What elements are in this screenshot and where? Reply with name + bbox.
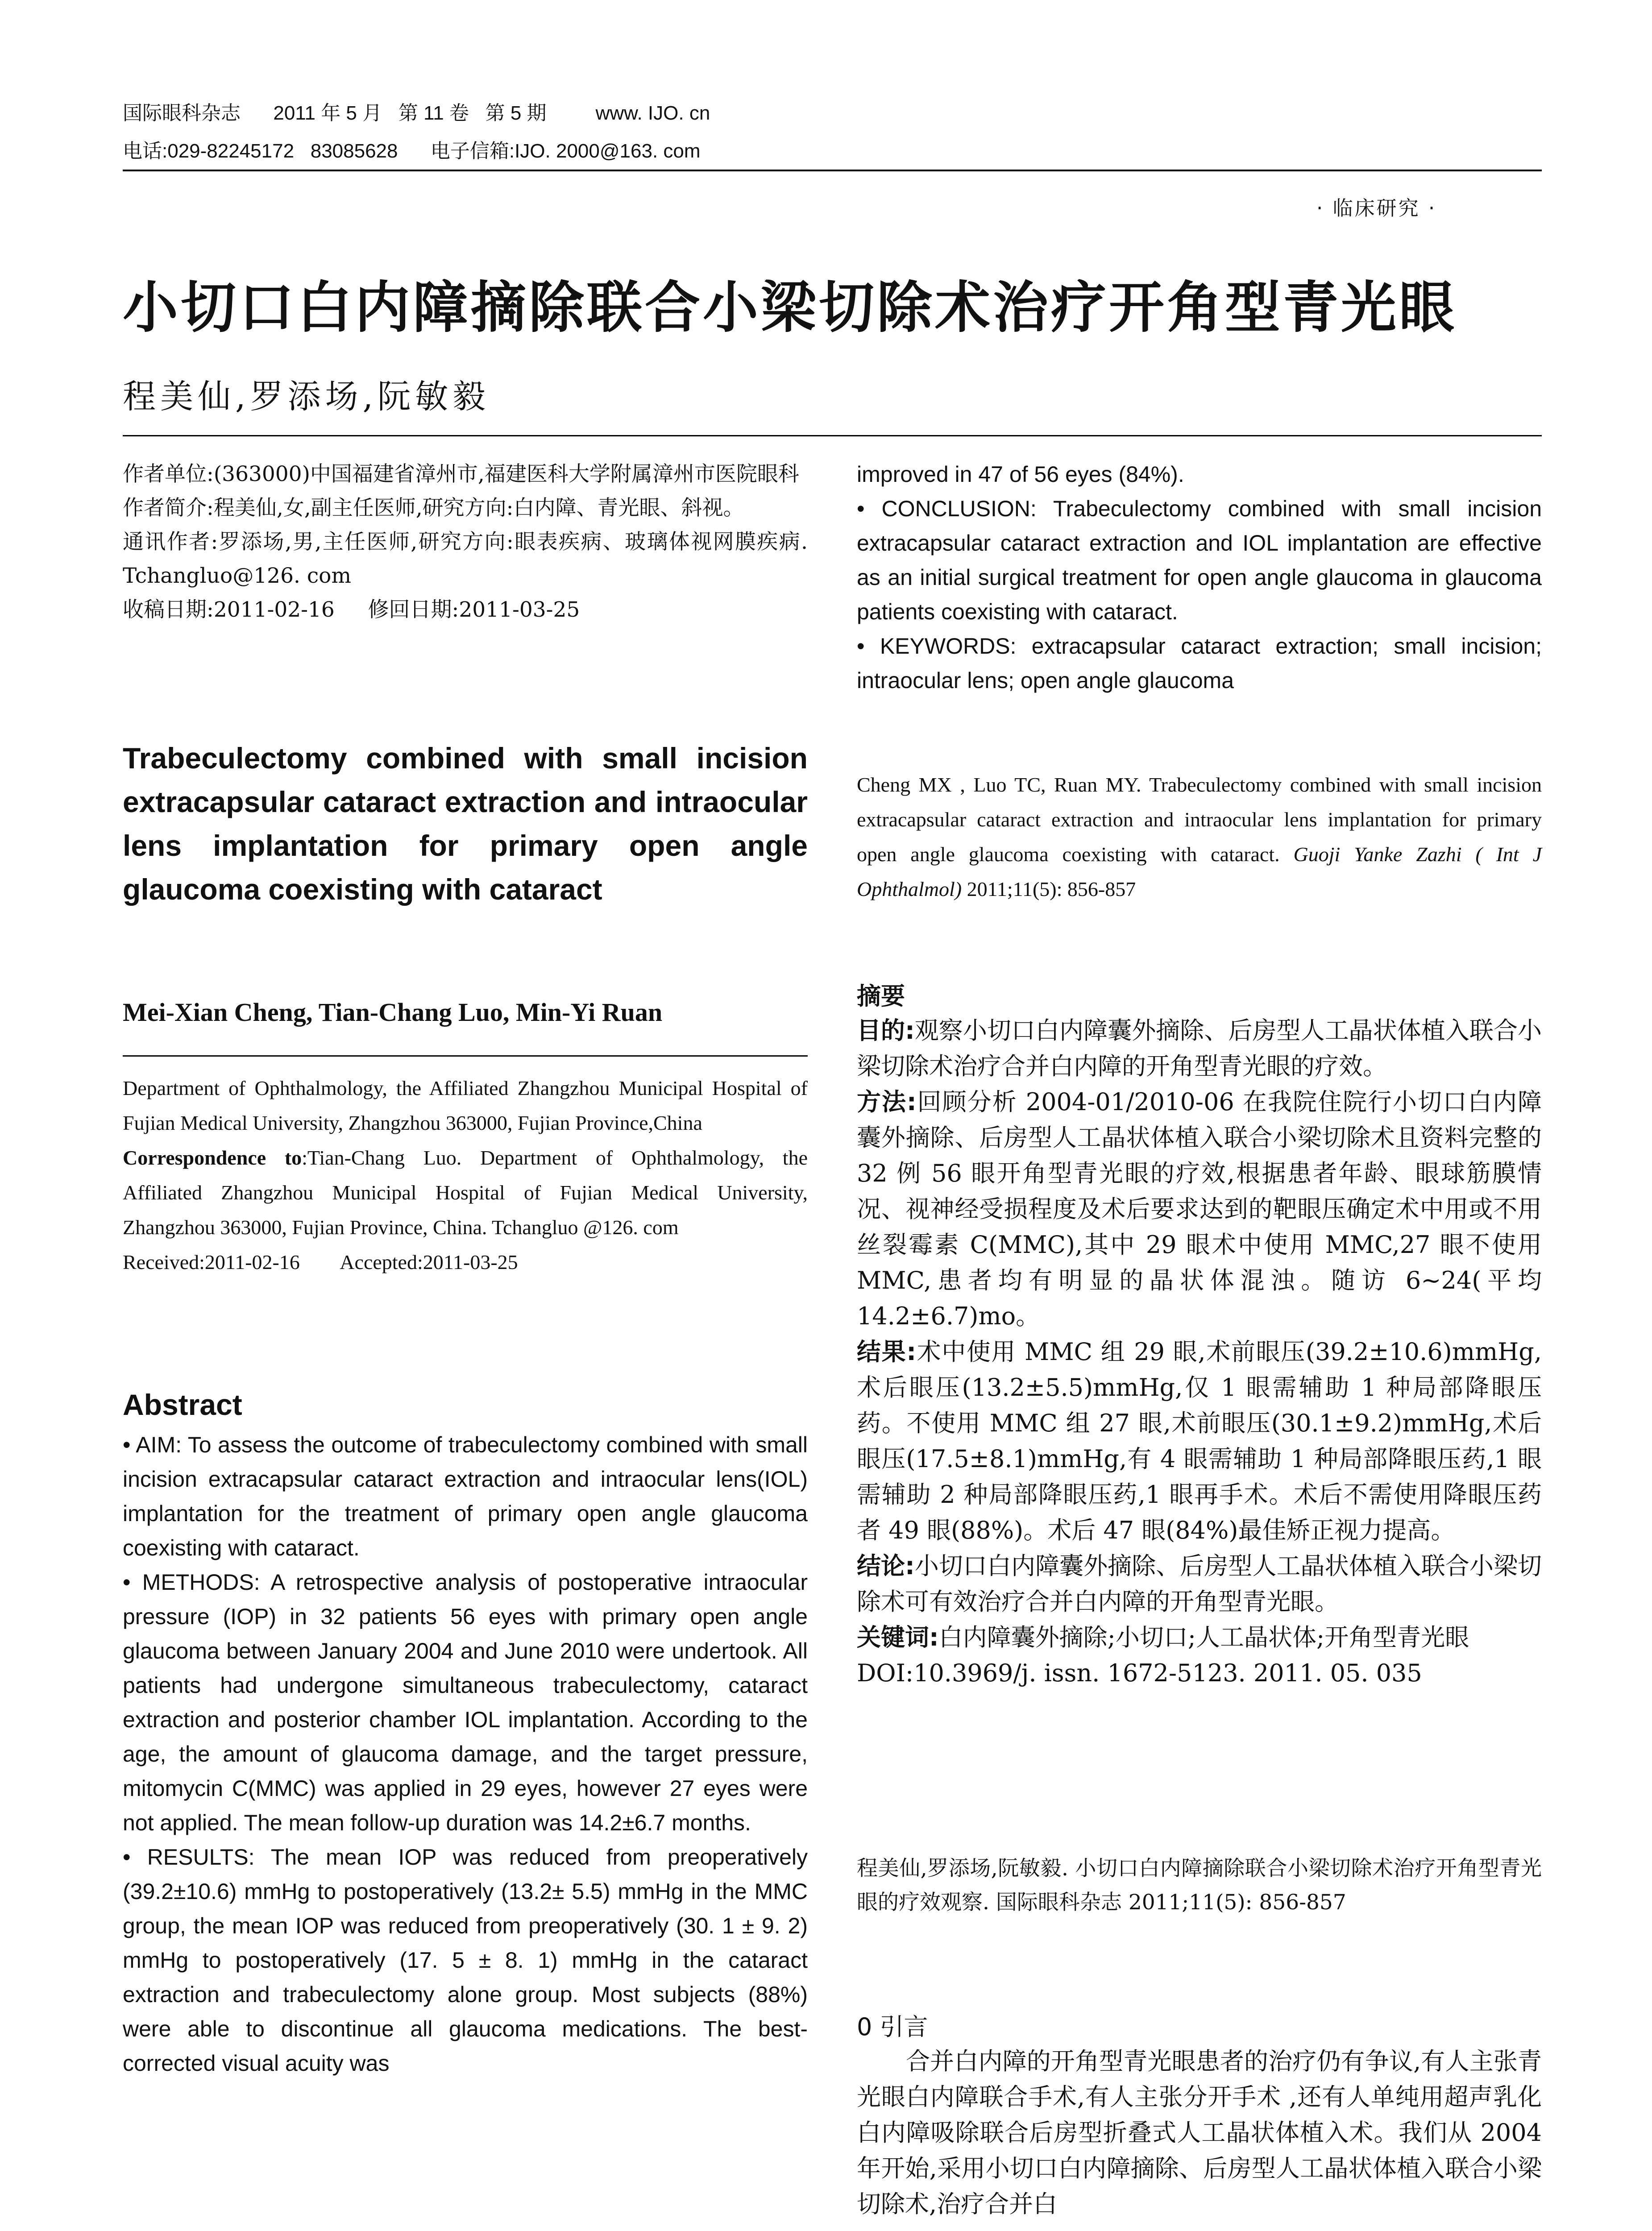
abstract-cn-aim (857, 1013, 1542, 1084)
results-label: 结果: (857, 1338, 916, 1366)
abstract-en-col1 (123, 1428, 808, 2081)
abstract-methods: • METHODS: A retrospective analysis of postoperative intraocular pressure (IOP) in 32 patients 56 eyes with primary open angle glaucoma between January 2004 and June 2010 were undertook. All patients had undergone simultaneous trabeculectomy, cataract extraction and posterior chamber IOL implantation. According to the age, the amount of glaucoma damage, and the target pressure, mitomycin C(MMC) was applied in 29 eyes, however 27 eyes were not applied. The mean follow-up duration was 14.2±6.7 months. (123, 1570, 808, 1835)
aim-text: 观察小切口白内障囊外摘除、后房型人工晶状体植入联合小梁切除术治疗合并白内障的开角型青光眼的疗效。 (857, 1016, 1542, 1080)
website: www. IJO. cn (595, 102, 710, 124)
received-dates-cn: 收稿日期:2011-02-16 修回日期:2011-03-25 (123, 597, 580, 622)
abstract-cn-methods (857, 1084, 1542, 1334)
email: 电子信箱:IJO. 2000@163. com (430, 140, 701, 162)
doi: DOI:10.3969/j. issn. 1672-5123. 2011. 05. 035 (857, 1659, 1422, 1687)
abstract-cn-heading: 摘要 (857, 982, 905, 1010)
authors-cn: 程美仙,罗添场,阮敏毅 (123, 377, 490, 416)
abstract-results-cont: improved in 47 of 56 eyes (84%). (857, 462, 1184, 487)
author-profile-cn: 作者简介:程美仙,女,副主任医师,研究方向:白内障、青光眼、斜视。 (123, 496, 744, 520)
authors-rule (123, 1055, 808, 1057)
journal-header-line-2 (123, 141, 701, 161)
issue-date: 2011 年 5 月 (273, 102, 382, 124)
author-affiliation-cn: 作者单位:(363000)中国福建省漳州市,福建医科大学附属漳州市医院眼科 (123, 462, 799, 486)
abstract-keywords: • KEYWORDS: extracapsular cataract extraction; small incision; intraocular lens; open angle glaucoma (857, 634, 1542, 693)
correspondence-label: Correspondence to (123, 1146, 302, 1169)
author-info (123, 457, 808, 627)
english-authors: Mei-Xian Cheng, Tian-Chang Luo, Min-Yi Ruan (123, 998, 663, 1027)
phone: 电话:029-82245172 83085628 (123, 140, 398, 162)
column-label: · 临床研究 · (1316, 196, 1437, 220)
title-rule (123, 435, 1542, 436)
abstract-aim: • AIM: To assess the outcome of trabeculectomy combined with small incision extracapsular cataract extraction and intraocular lens(IOL) implantation for the treatment of primary open angle glaucoma coexisting with cataract. (123, 1432, 808, 1560)
english-title: Trabeculectomy combined with small incision extracapsular cataract extraction and intraocular lens implantation for primary open angle glaucoma coexisting with cataract (123, 742, 808, 906)
affiliation-en: Department of Ophthalmology, the Affiliated Zhangzhou Municipal Hospital of Fujian Medical University, Zhangzhou 363000, Fujian Province,China (123, 1077, 808, 1134)
keywords-text: 白内障囊外摘除;小切口;人工晶状体;开角型青光眼 (938, 1623, 1469, 1651)
abstract-results: • RESULTS: The mean IOP was reduced from preoperatively (39.2±10.6) mmHg to postoperatively (13.2± 5.5) mmHg in the MMC group, the mean IOP was reduced from preoperatively (30. 1 ± 9. 2) mmHg to postoperatively (17. 5 ± 8. 1) mmHg in the cataract extraction and trabeculectomy alone group. Most subjects (88%) were able to discontinue all glaucoma medications. The best-corrected visual acuity was (123, 1845, 808, 2076)
results-text: 术中使用 MMC 组 29 眼,术前眼压(39.2±10.6)mmHg,术后眼压(13.2±5.5)mmHg,仅 1 眼需辅助 1 种局部降眼压药。不使用 MMC 组 27 眼,术前眼压(30.1±9.2)mmHg,术后眼压(17.5±8.1)mmHg,有 4 眼需辅助 1 种局部降眼压药,1 眼需辅助 2 种局部降眼压药,1 眼再手术。术后不需使用降眼压药者 49 眼(88%)。术后 47 眼(84%)最佳矫正视力提高。 (857, 1338, 1542, 1544)
aim-label: 目的: (857, 1016, 915, 1045)
citation-en-journal: Guoji Yanke Zazhi ( Int J Ophthalmol) (857, 843, 1542, 900)
methods-text: 回顾分析 2004-01/2010-06 在我院住院行小切口白内障囊外摘除、后房型人工晶状体植入联合小梁切除术且资料完整的 32 例 56 眼开角型青光眼的疗效,根据患者年龄、眼球筋膜情况、视神经受损程度及术后要求达到的靶眼压确定术中用或不用丝裂霉素 C(MMC),其中 29 眼术中使用 MMC,27 眼不使用 MMC,患者均有明显的晶状体混浊。随访 6~24(平均 14.2±6.7)mo。 (857, 1088, 1542, 1330)
abstract-heading: Abstract (123, 1388, 242, 1421)
issue: 第 5 期 (485, 102, 547, 124)
citation-en-text: Cheng MX , Luo TC, Ruan MY. Trabeculectomy combined with small incision extracapsular cataract extraction and intraocular lens implantation for primary open angle glaucoma coexisting with cataract. (857, 773, 1542, 866)
journal-header-line-1 (123, 104, 710, 123)
journal-name: 国际眼科杂志 (123, 102, 241, 124)
correspondence-en (123, 1140, 808, 1245)
abstract-cn-conclusion (857, 1548, 1542, 1620)
keywords-label: 关键词: (857, 1623, 939, 1651)
intro-heading: 0 引言 (857, 2013, 928, 2041)
citation-en (857, 767, 1542, 907)
citation-cn: 程美仙,罗添场,阮敏毅. 小切口白内障摘除联合小梁切除术治疗开角型青光眼的疗效观察. 国际眼科杂志 2011;11(5): 856-857 (857, 1856, 1542, 1915)
conclusion-text: 小切口白内障囊外摘除、后房型人工晶状体植入联合小梁切除术可有效治疗合并白内障的开角型青光眼。 (857, 1552, 1542, 1616)
abstract-conclusion: • CONCLUSION: Trabeculectomy combined with small incision extracapsular cataract extraction and IOL implantation are effective as an initial surgical treatment for open angle glaucoma in glaucoma patients coexisting with cataract. (857, 496, 1542, 624)
intro-text: 合并白内障的开角型青光眼患者的治疗仍有争议,有人主张青光眼白内障联合手术,有人主张分开手术 ,还有人单纯用超声乳化白内障吸除联合后房型折叠式人工晶状体植入术。我们从 2004 年开始,采用小切口白内障摘除、后房型人工晶状体植入联合小梁切除术,治疗合并白 (857, 2047, 1542, 2218)
conclusion-label: 结论: (857, 1552, 915, 1580)
correspondence-text: :Tian-Chang Luo. Department of Ophthalmology, the Affiliated Zhangzhou Municipal Hospital of Fujian Medical University, Zhangzhou 363000, Fujian Province, China. Tchangluo @126. com (123, 1146, 808, 1239)
abstract-en-col2 (857, 457, 1542, 698)
abstract-cn-results (857, 1334, 1542, 1548)
header-rule (123, 170, 1542, 171)
corresponding-author-cn: 通讯作者:罗添场,男,主任医师,研究方向:眼表疾病、玻璃体视网膜疾病. Tchangluo@126. com (123, 530, 808, 588)
abstract-cn-keywords (857, 1620, 1542, 1655)
received-en: Received:2011-02-16 Accepted:2011-03-25 (123, 1251, 518, 1273)
abstract-cn (857, 1013, 1542, 1691)
citation-en-volume: 2011;11(5): 856-857 (962, 878, 1136, 900)
methods-label: 方法: (857, 1088, 917, 1116)
page-title: 小切口白内障摘除联合小梁切除术治疗开角型青光眼 (123, 276, 1457, 340)
affiliation-block (123, 1071, 808, 1280)
volume: 第 11 卷 (398, 102, 469, 124)
